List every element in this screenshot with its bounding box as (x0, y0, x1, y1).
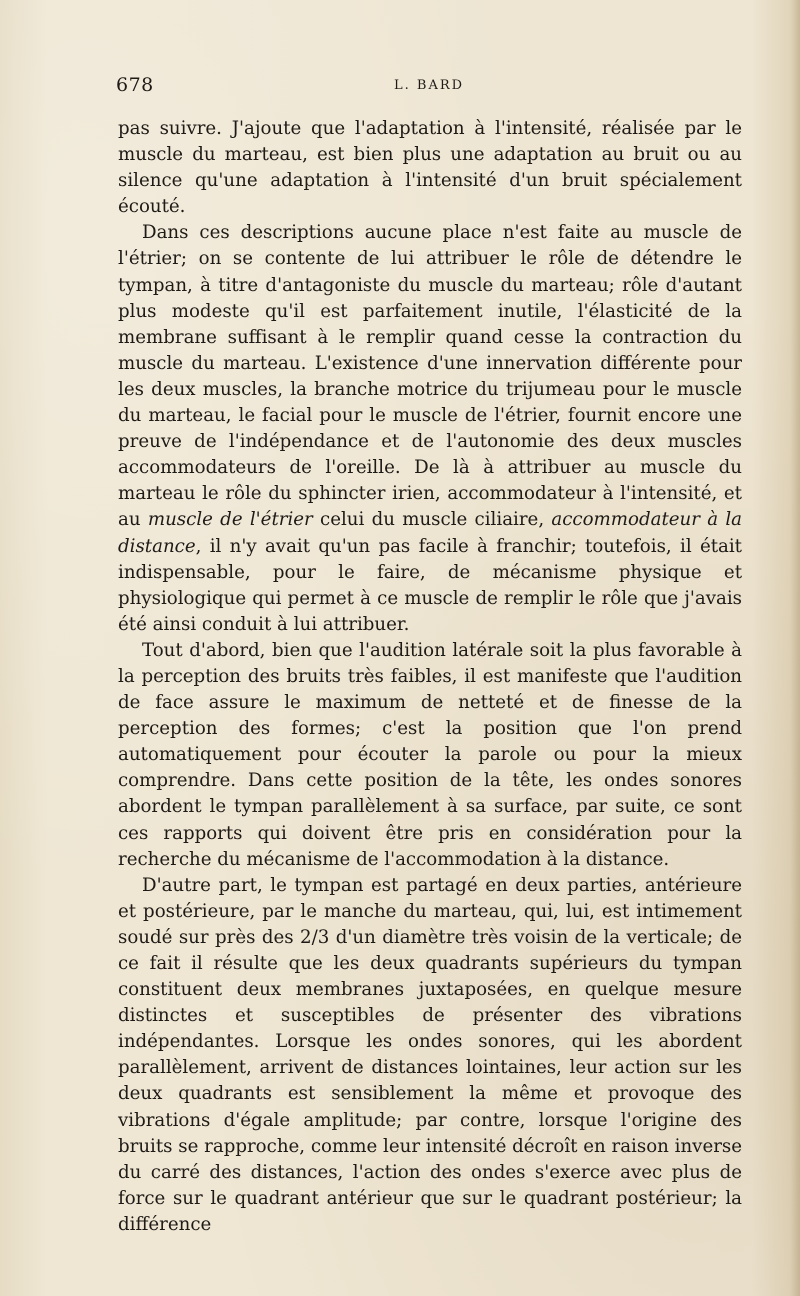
paragraph-tympan-quadrants: D'autre part, le tympan est partagé en deux parties, antérieure et postérieure, par le manche du marteau, qui, lui, est intimement soudé sur près des 2/3 d'un diamètre très voisin de la verticale; de ce fait il résulte que les deux quadrants supérieurs du tympan constituent deux membranes juxtaposées, en quelque mesure distinctes et susceptibles de présenter des vibrations indépendantes. Lorsque les ondes sonores, qui les abordent parallèlement, arrivent de distances lointaines, leur action sur les deux quadrants est sensiblement la même et provoque des vibrations d'égale amplitude; par contre, lorsque l'origine des bruits se rapproche, comme leur intensité décroît en raison inverse du carré des distances, l'action des ondes s'exerce avec plus de force sur le quadrant antérieur que sur le quadrant postérieur; la différence (118, 874, 743, 1235)
paragraph-continuation: pas suivre. J'ajoute que l'adaptation à l'intensité, réalisée par le muscle du marteau, est bien plus une adaptation au bruit ou au silence qu'une adaptation à l'intensité d'un bruit spécialement écouté. (118, 118, 742, 218)
page-header (116, 74, 744, 100)
body-text (118, 116, 742, 1238)
running-head-author: L. BARD (394, 78, 465, 93)
paragraph-audition-face: Tout d'abord, bien que l'audition latérale soit la plus favorable à la perception des bruits très faibles, il est manifeste que l'audition de face assure le maximum de netteté et de finesse de la perception des formes; c'est la position que l'on prend automatiquement pour écouter la parole ou pour la mieux comprendre. Dans cette position de la tête, les ondes sonores abordent le tympan parallèlement à sa surface, par suite, ce sont ces rapports qui doivent être pris en considération pour la recherche du mécanisme de l'accommodation à la distance. (118, 639, 742, 870)
paragraph-text-part: celui du muscle ciliaire, (312, 509, 552, 531)
italic-phrase-muscle-etrier: muscle de l'étrier (147, 509, 313, 531)
paragraph-text-part: , il n'y avait qu'un pas facile à franchir; toutefois, il était indispensable, pour le faire, de mécanisme physique et physiologique qui permet à ce muscle de remplir le rôle que j'avais été ainsi conduit à lui attribuer. (118, 535, 742, 635)
paragraph-muscle-etrier (118, 220, 742, 638)
italic-phrase-accommodateur: accommodateur à la distance (118, 509, 743, 557)
paragraph-text-part: Dans ces descriptions aucune place n'est faite au muscle de l'étrier; on se contente de lui attribuer le rôle de détendre le tympan, à titre d'antagoniste du muscle du marteau; rôle d'autant plus modeste qu'il est parfaitement inutile, l'élasticité de la membrane suffisant à le remplir quand cesse la contraction du muscle du marteau. L'existence d'une innervation différente pour les deux muscles, la branche motrice du trijumeau pour le muscle du marteau, le facial pour le muscle de l'étrier, fournit encore une preuve de l'indépendance et de l'autonomie des deux muscles accommodateurs de l'oreille. De là à attribuer au muscle du marteau le rôle du sphincter irien, accommodateur à l'intensité, et au (118, 222, 742, 531)
page-number: 678 (116, 74, 154, 96)
page-edge-shadow (790, 0, 800, 1296)
